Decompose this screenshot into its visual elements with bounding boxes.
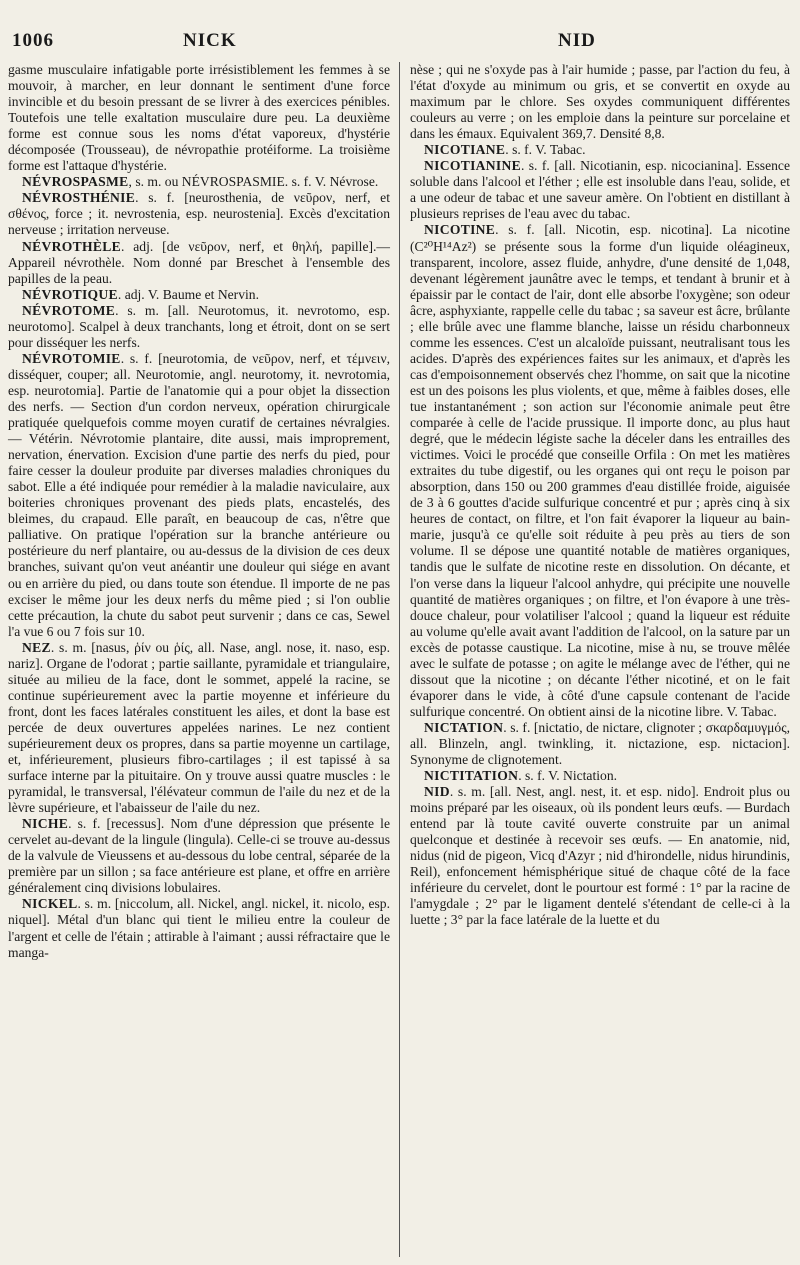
dictionary-entry xyxy=(410,158,790,222)
dictionary-entry xyxy=(410,222,790,719)
running-header xyxy=(0,30,800,64)
entry-text: . s. f. [neurotomia, de νεῦρον, nerf, et τέμνειν, disséquer, couper; all. Neurotomie, angl. neurotomy, it. nevrotomia, esp. neurotomia]. Partie de l'anatomie qui a pour objet la dissection des nerfs. — Section d'un cordon nerveux, opération chirurgicale pratiquée quelquefois comme moyen curatif de certaines névralgies. — Vétérin. Névrotomie plantaire, dite aussi, mais improprement, nervation, énervation. Excision d'une partie des nerfs du pied, pour faire cesser la douleur produite par diverses maladies chroniques du sabot. Elle a été indiquée pour remédier à la maladie naviculaire, aux boiteries chroniques provenant des pieds plats, encastelés, des bleimes, du crapaud. Elle paraît, en beaucoup de cas, n'être que palliative. On pratique l'opération sur la branche antérieure ou postérieure du nerf plantaire, ou au-dessus de la division de ces deux branches, suivant qu'on veut anéantir une douleur qui siége en avant ou en arrière du pied, ou dans toute son étendue. Il importe de ne pas exciser le même jour les deux nerfs du même pied ; si l'on oublie cette précaution, la chute du sabot peut survenir ; dans ce cas, Sewel l'a vue 6 ou 7 fois sur 10. xyxy=(8,350,390,639)
entry-text: . s. f. [all. Nicotianin, esp. nicocianina]. Essence soluble dans l'alcool et l'éther ; elle est insoluble dans l'eau, solide, et a une odeur de tabac et une saveur amère. On l'obtient en distillant à plusieurs reprises de l'eau avec du tabac. xyxy=(410,158,790,222)
dictionary-entry xyxy=(410,784,790,928)
entry-text: . adj. V. Baume et Nervin. xyxy=(117,286,259,302)
entry-headword: NEZ xyxy=(22,639,51,655)
entry-text: . s. f. [recessus]. Nom d'une dépression que présente le cervelet au-devant de la lingule (lingula). Celle-ci se trouve au-dessus de la valvule de Vieussens et au-dessous du lobe central, séparée de la première par un sillon ; sa face antérieure est plane, et offre en arrière généralement cinq divisions lobulaires. xyxy=(8,816,390,896)
entry-continuation xyxy=(8,62,390,174)
entry-headword: NÉVROTOMIE xyxy=(22,350,121,366)
entry-headword: NICKEL xyxy=(22,896,78,912)
entry-headword: NICOTIANE xyxy=(424,142,506,158)
dictionary-entry xyxy=(8,190,390,238)
dictionary-entry xyxy=(8,174,390,190)
entry-headword: NICOTIANINE xyxy=(424,158,521,174)
column-divider xyxy=(399,62,400,1257)
entry-continuation xyxy=(410,62,790,142)
entry-text: . s. m. [nasus, ῥίν ou ῥίς, all. Nase, angl. nose, it. naso, esp. nariz]. Organe de l'odorat ; partie saillante, pyramidale et triangulaire, située au milieu de la face, dont le sommet, appelé la racine, se continue supérieurement avec la partie moyenne et inférieure du front, dont les faces latérales constituent les ailes, et dont la base est percée de deux ouvertures appelées narines. Le nez contient supérieurement deux os propres, dans sa partie moyenne un cartilage, et, inférieurement, plusieurs fibro-cartilages ; il est tapissé à sa surface interne par la pituitaire. On y trouve aussi quatre muscles : le pyramidal, le transversal, l'élévateur commun de l'aile du nez et de la lèvre supérieure, et l'abaisseur de l'aile du nez. xyxy=(8,639,390,816)
entry-text: . s. f. [all. Nicotin, esp. nicotina]. La nicotine (C²⁰H¹⁴Az²) se présente sous la forme d'un liquide oléagineux, transparent, incolore, assez fluide, anhydre, d'une densité de 1,048, devenant légèrement jaunâtre avec le temps, et tendant à brunir et à épaissir par le contact de l'air, dont elle absorbe l'oxygène; son odeur âcre, asphyxiante, rappelle celle du tabac ; sa saveur est âcre, brûlante ; elle brûle avec une flamme blanche, laisse un résidu charbonneux comme les essences. C'est un alcaloïde puissant, neutralisant tous les acides. D'après des expériences faites sur les animaux, et d'après les cas d'empoisonnement observés chez l'homme, on sait que la nicotine est un des poisons les plus violents, et que, même à faibles doses, elle tue instantanément ; son action sur l'économie animale peut être comparée à celle de l'acide prussique. Il importe donc, au plus haut degré, que le médecin légiste sache la déceler dans les entrailles des victimes. Voici le procédé que conseille Orfila : On met les matières extraites du tube digestif, ou les organes qui ont reçu le poison par absorption, dans 150 ou 200 grammes d'eau distillée froide, aiguisée de 3 à 6 gouttes d'acide sulfurique concentré et pur ; après cinq à six heures de contact, on filtre, et l'on fait évaporer la liqueur au bain-marie, jusqu'à ce qu'elle soit réduite à peu près au tiers de son volume. Il se dépose une quantité notable de matières organiques, tandis que le sulfate de nicotine reste en dissolution. On décante, et l'on verse dans la liqueur l'alcool anhydre, qui précipite une nouvelle quantité de matières organiques ; on filtre, et l'on évapore à une très-douce chaleur, pour volatiliser l'alcool ; quand la liqueur est réduite au volume qu'elle avait avant l'addition de l'alcool, on la sature par un excès de potasse caustique. La nicotine, mise à nu, se trouve mêlée avec le sulfate de potasse ; on agite le mélange avec de l'éther, qui ne dissout que la nicotine ; on décante l'éther nicotiné, et on le fait évaporer dans le vide, à côté d'une capsule contenant de l'acide sulfurique concentré. On obtient ainsi de la nicotine libre. V. Tabac. xyxy=(410,222,790,719)
dictionary-entry xyxy=(8,287,390,303)
entry-text: . s. m. [niccolum, all. Nickel, angl. nickel, it. nicolo, esp. niquel]. Métal d'un blanc qui tient le milieu entre la couleur de l'argent et celle de l'étain ; attirable à l'aimant ; aussi réfractaire que le manga- xyxy=(8,896,390,960)
entry-headword: NICTATION xyxy=(424,719,504,735)
entry-headword: NÉVROSTHÉNIE xyxy=(22,190,136,206)
dictionary-entry xyxy=(410,768,790,784)
dictionary-entry xyxy=(8,351,390,640)
entry-text: nèse ; qui ne s'oxyde pas à l'air humide ; passe, par l'action du feu, à l'état d'oxyde au minimum ou gris, et se convertit en oxyde au maximum par le chlore. Ses oxydes communiquent différentes couleurs au verre ; on les emploie dans la peinture sur porcelaine et dans les émaux. Equivalent 369,7. Densité 8,8. xyxy=(410,62,790,142)
entry-text: . s. f. [nictatio, de nictare, clignoter ; σκαρδαμυγμός, all. Blinzeln, angl. twinkling, it. nictazione, esp. nictacion]. Synonyme de clignotement. xyxy=(410,719,790,768)
entry-headword: NID xyxy=(424,784,450,800)
entry-text: gasme musculaire infatigable porte irrésistiblement les femmes à se mouvoir, à marcher, en leur donnant le sentiment d'une force invincible et du besoin pressant de se livrer à des exercices pénibles. Toutefois une telle exaltation musculaire dure peu. La deuxième forme est connue sous les noms d'état vaporeux, d'hystérie décomposée (Trousseau), de névropathie protéiforme. La troisième forme est l'attaque d'hystérie. xyxy=(8,62,390,174)
entry-headword: NÉVROTOME xyxy=(22,302,116,318)
entry-headword: NÉVROTHÈLE xyxy=(22,238,121,254)
dictionary-entry xyxy=(8,816,390,896)
entry-headword: NICTITATION xyxy=(424,768,519,784)
dictionary-entry xyxy=(410,720,790,768)
entry-text: . s. f. V. Nictation. xyxy=(518,768,618,784)
dictionary-entry xyxy=(8,239,390,287)
entry-headword: NICOTINE xyxy=(424,222,496,238)
left-guide-word: NICK xyxy=(183,30,237,51)
right-column xyxy=(410,62,790,1262)
entry-text: , s. m. ou NÉVROSPASMIE. s. f. V. Névrose. xyxy=(128,174,379,190)
dictionary-entry xyxy=(8,896,390,960)
entry-text: . s. f. [neurosthenia, de νεῦρον, nerf, et σθένος, force ; it. nevrostenia, esp. neurostenia]. Excès d'excitation nerveuse ; irritation nerveuse. xyxy=(8,190,390,238)
entry-text: . s. m. [all. Nest, angl. nest, it. et esp. nido]. Endroit plus ou moins préparé par les oiseaux, où ils pondent leurs œufs. — Burdach entend par là toute cavité ouverte construite par un animal quelconque et destinée à recevoir ses œufs. — En anatomie, nid, nidus (nid de pigeon, Vicq d'Azyr ; nid d'hirondelle, nidus hirundinis, Reil), enfoncement hémisphérique situé de chaque côté de la face inférieure du cervelet, dont le pourtour est formé : 1° par la racine de l'amygdale ; 2° par le ligament dentelé s'étendant de celle-ci à la luette ; 3° par la face latérale de la luette et du xyxy=(410,784,790,928)
entry-text: . adj. [de νεῦρον, nerf, et θηλή, papille].—Appareil névrothèle. Nom donné par Breschet à l'ensemble des papilles de la peau. xyxy=(8,238,390,286)
left-column xyxy=(8,62,390,1262)
entry-text: . s. m. [all. Neurotomus, it. nevrotomo, esp. neurotomo]. Scalpel à deux tranchants, long et étroit, dont on se sert pour disséquer les nerfs. xyxy=(8,302,390,350)
page-number: 1006 xyxy=(12,30,54,51)
entry-text: . s. f. V. Tabac. xyxy=(505,142,586,158)
entry-headword: NÉVROTIQUE xyxy=(22,286,118,302)
entry-headword: NICHE xyxy=(22,816,69,832)
entry-headword: NÉVROSPASME xyxy=(22,174,129,190)
dictionary-entry xyxy=(410,142,790,158)
right-guide-word: NID xyxy=(558,30,596,51)
dictionary-entry xyxy=(8,303,390,351)
dictionary-entry xyxy=(8,640,390,817)
